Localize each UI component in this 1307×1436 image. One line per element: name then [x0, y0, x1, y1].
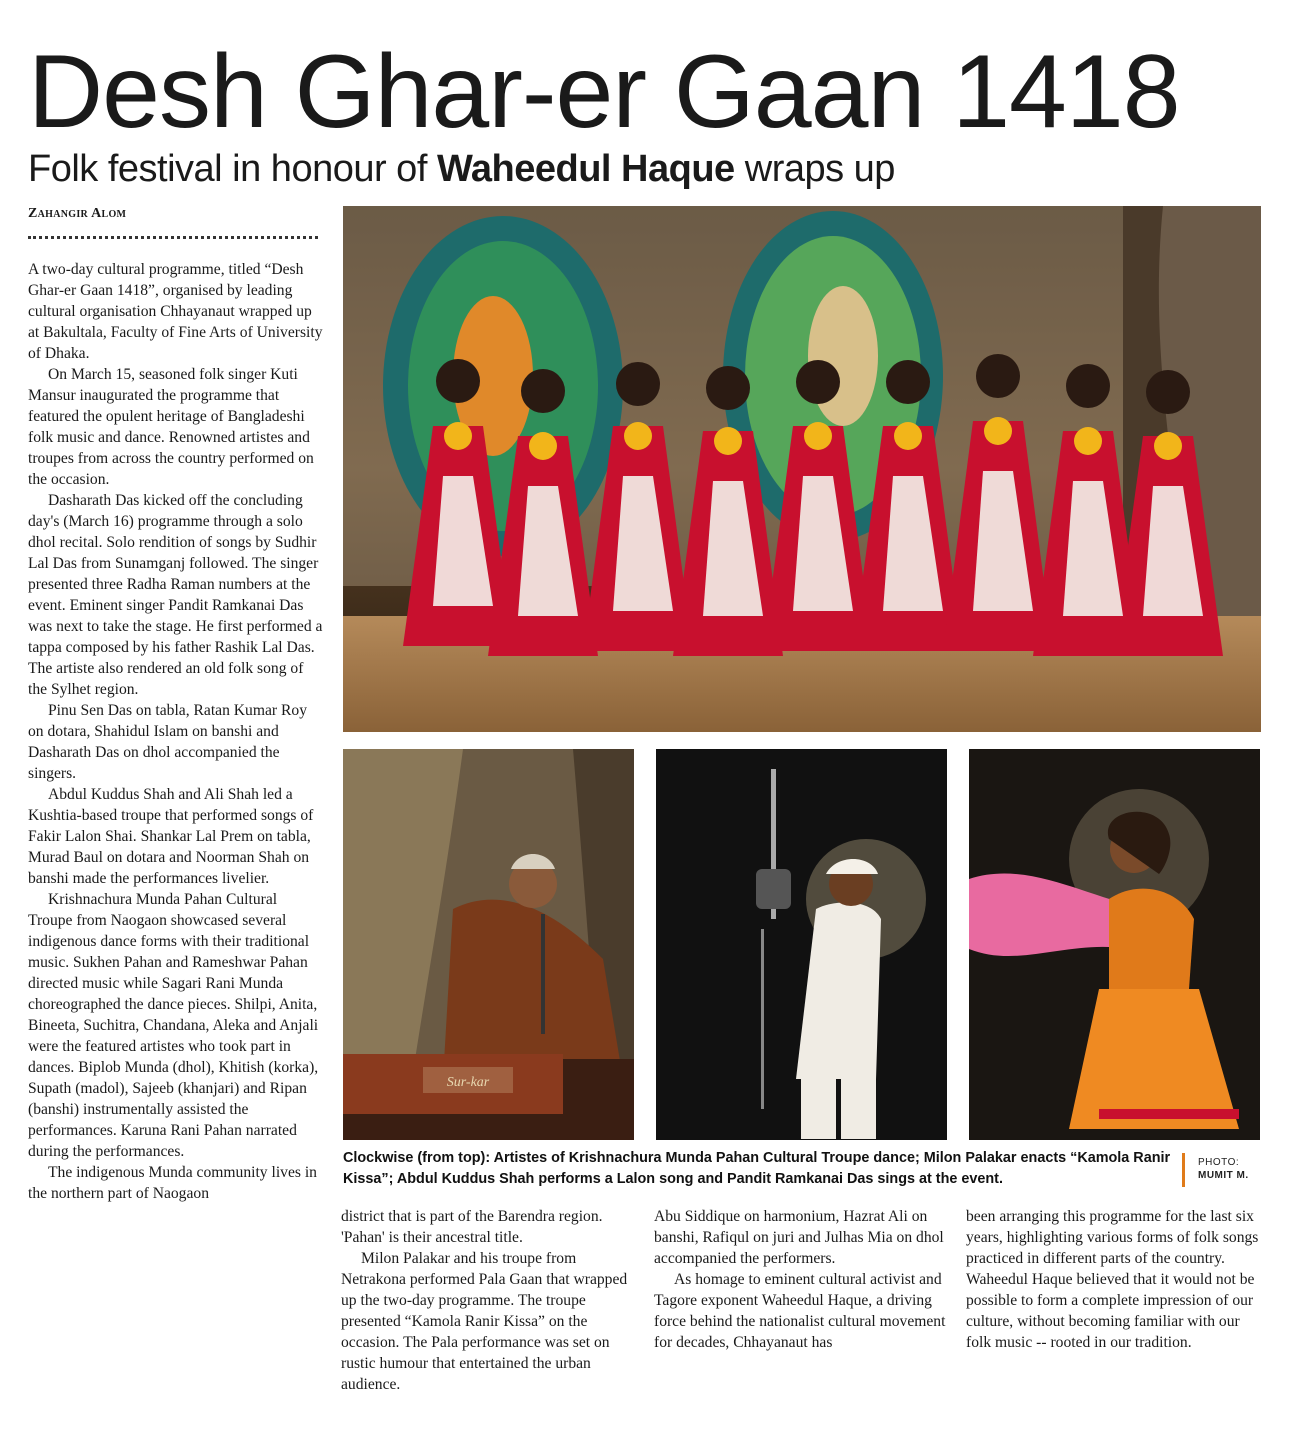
- paragraph: Dasharath Das kicked off the concluding day's (March 16) programme through a solo dhol recital. Solo rendition of songs by Sudhir Lal Das from Sunamganj followed. The singer presented three Radha Raman numbers at the event. Eminent singer Pandit Ramkanai Das was next to take the stage. He first performed a tappa composed by his father Rashik Lal Das. The artiste also rendered an old folk song of the Sylhet region.: [28, 492, 323, 698]
- paragraph: Krishnachura Munda Pahan Cultural Troupe from Naogaon showcased several indigenous dance forms with their traditional music. Sukhen Pahan and Rameshwar Pahan directed music while Sagari Rani Munda choreographed the dance pieces. Shilpi, Anita, Bineeta, Suchitra, Chandana, Aleka and Anjali were the featured artistes who took part in dances. Biplob Munda (dhol), Khitish (korka), Supath (madol), Sajeeb (khanjari) and Ripan (banshi) instrumentally assisted the performances. Karuna Rani Pahan narrated during the performances.: [28, 891, 319, 1160]
- photo-credit-name: MUMIT M.: [1198, 1170, 1249, 1181]
- paragraph: On March 15, seasoned folk singer Kuti Mansur inaugurated the programme that featured the opulent heritage of Bangladeshi folk music and dance. Renowned artistes and troupes from across the country performed on the occasion.: [28, 366, 314, 488]
- photo-caption: Clockwise (from top): Artistes of Krishnachura Munda Pahan Cultural Troupe dance; Milon Palakar enacts “Kamola Ranir Kissa”; Abdul Kuddus Shah performs a Lalon song and Pandit Ramkanai Das sings at the event.: [343, 1150, 1171, 1187]
- photo-credit-label: PHOTO:: [1198, 1157, 1240, 1168]
- photo-credit: [1198, 1156, 1249, 1182]
- paragraph: Abdul Kuddus Shah and Ali Shah led a Kushtia-based troupe that performed songs of Fakir Lalon Shai. Shankar Lal Prem on tabla, Murad Baul on dotara and Noorman Shah on banshi made the performances livelier.: [28, 786, 314, 887]
- subhead-post: wraps up: [734, 148, 895, 190]
- harmonium-brand: Sur-kar: [446, 1075, 490, 1090]
- photo-pala-singer: [656, 749, 947, 1140]
- subheadline: [28, 147, 895, 191]
- credit-accent-bar: [1182, 1153, 1185, 1187]
- paragraph: Abu Siddique on harmonium, Hazrat Ali on banshi, Rafiqul on juri and Julhas Mia on dhol accompanied the performers.: [654, 1208, 944, 1267]
- paragraph: Milon Palakar and his troupe from Netrakona performed Pala Gaan that wrapped up the two-day programme. The troupe presented “Kamola Ranir Kissa” on the occasion. The Pala performance was set on rustic humour that entertained the urban audience.: [341, 1250, 628, 1393]
- headline: Desh Ghar-er Gaan 1418: [28, 34, 1180, 150]
- byline-divider: [28, 236, 318, 239]
- article-column-2: [341, 1206, 637, 1395]
- photo-harmonium-singer: [343, 749, 634, 1140]
- photo-dance-troupe: [343, 206, 1261, 732]
- paragraph: been arranging this programme for the last six years, highlighting various forms of folk songs practiced in different parts of the country. Waheedul Haque believed that it would not be possible to form a complete impression of our culture, without becoming familiar with our folk music -- rooted in our tradition.: [966, 1208, 1259, 1351]
- photo-singer-orange: [969, 749, 1260, 1140]
- paragraph: district that is part of the Barendra region. 'Pahan' is their ancestral title.: [341, 1208, 603, 1246]
- byline: Zahangir Alom: [28, 206, 127, 221]
- article-column-3: [654, 1206, 950, 1353]
- article-column-4: [966, 1206, 1262, 1353]
- article-column-1: [28, 259, 324, 1204]
- paragraph: The indigenous Munda community lives in the northern part of Naogaon: [28, 1164, 317, 1202]
- subhead-bold: Waheedul Haque: [436, 148, 735, 190]
- paragraph: Pinu Sen Das on tabla, Ratan Kumar Roy on dotara, Shahidul Islam on banshi and Dasharath Das on dhol accompanied the singers.: [28, 702, 307, 782]
- paragraph: As homage to eminent cultural activist and Tagore exponent Waheedul Haque, a driving force behind the nationalist cultural movement for decades, Chhayanaut has: [654, 1271, 946, 1351]
- paragraph: A two-day cultural programme, titled “Desh Ghar-er Gaan 1418”, organised by leading cultural organisation Chhayanaut wrapped up at Bakultala, Faculty of Fine Arts of University of Dhaka.: [28, 261, 323, 362]
- subhead-pre: Folk festival in honour of: [28, 148, 437, 190]
